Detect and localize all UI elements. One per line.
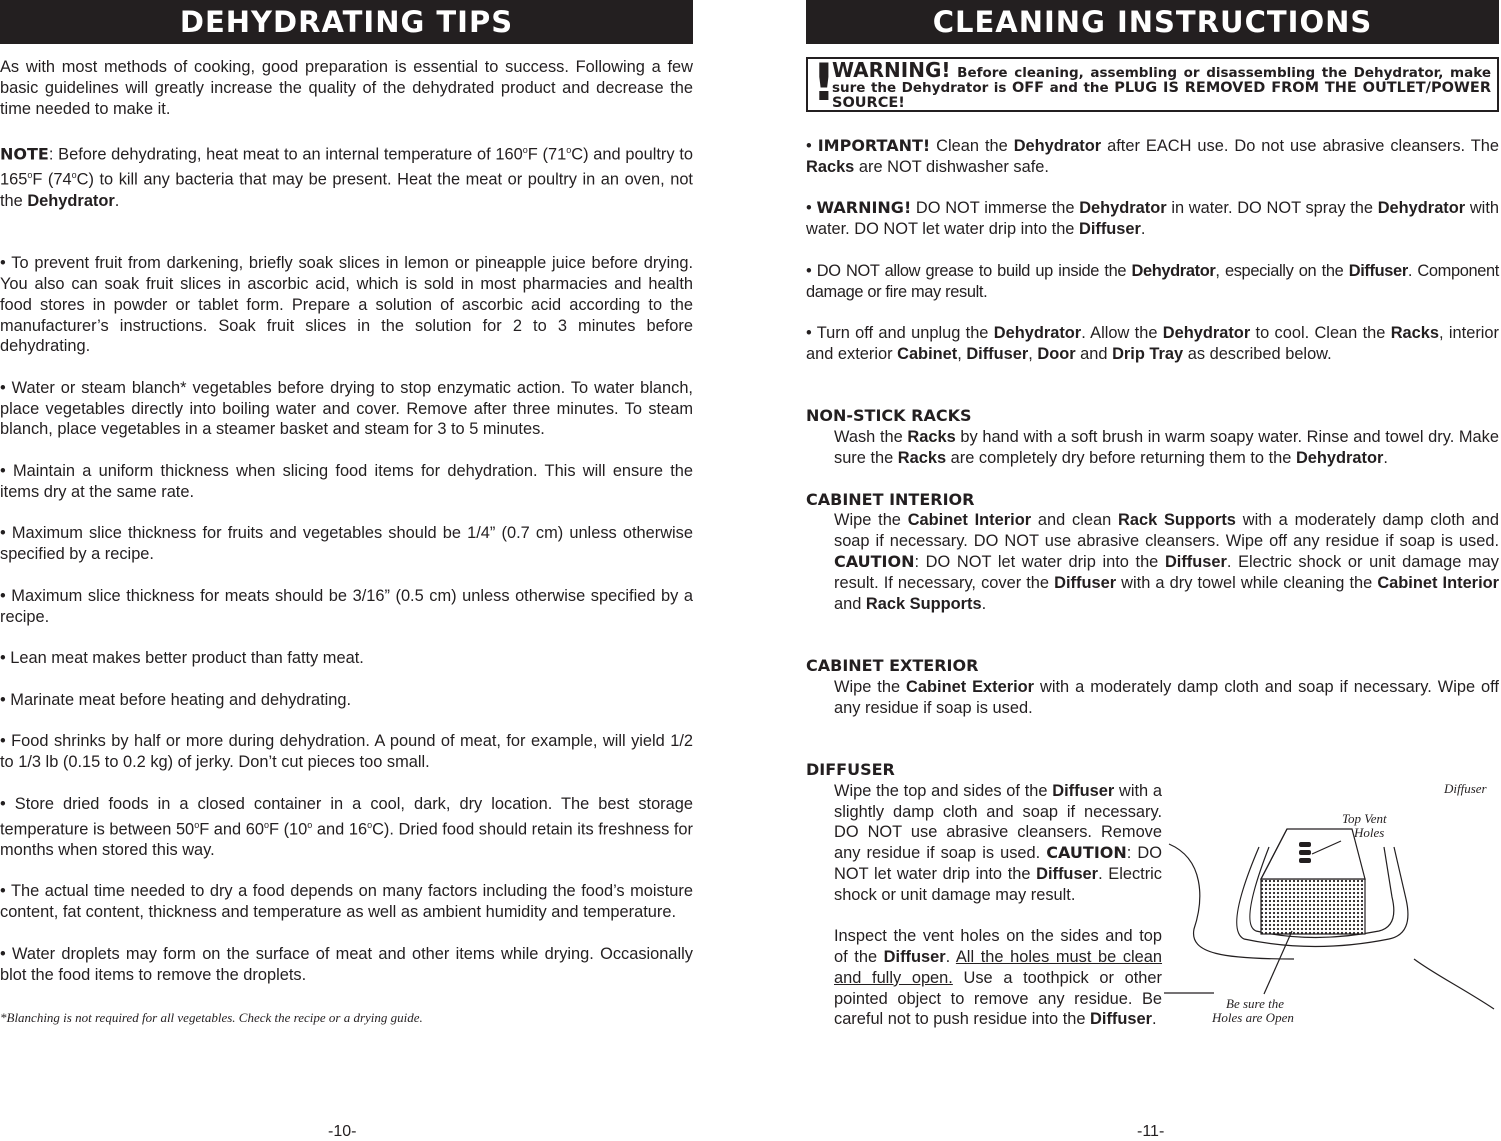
cabinet-exterior-heading: CABINET EXTERIOR: [806, 655, 979, 675]
tip-item: • Water or steam blanch* vegetables before drying to stop enzymatic action. To water blanch, place vegetables directly into boiling water and cover. Remove after three minutes. To steam blanch, place vegetables in a steamer basket and steam for 3 to 5 minutes.: [0, 378, 693, 439]
tip-item: • Lean meat makes better product than fatty meat.: [0, 649, 364, 668]
page-number-left: -10-: [328, 1123, 357, 1140]
page-number-right: -11-: [1137, 1123, 1165, 1140]
diffuser-inspect-text: Inspect the vent holes on the sides and top of the Diffuser. All the holes must be clean and fully open. Use a toothpick or other pointed object to remove any residue. Be careful not to push residue into the Diffuser.: [834, 927, 1163, 1029]
tip-item: • Food shrinks by half or more during dehydration. A pound of meat, for example, will yield 1/2 to 1/3 lb (0.15 to 0.2 kg) of jerky. Don’t cut pieces too small.: [0, 732, 693, 772]
warning-box: [806, 53, 1499, 113]
warning-text: WARNING! Before cleaning, assembling or disassembling the Dehydrator, make sure the Dehydrator is OFF and the PLUG IS REMOVED FROM THE OUTLET/POWER SOURCE!: [832, 58, 1491, 111]
intro-paragraph: As with most methods of cooking, good preparation is essential to success. Following a few basic guidelines will greatly increase the quality of the dehydrated product and decrease the time needed to make it.: [0, 58, 693, 118]
vent-hole: [1299, 858, 1311, 863]
label-holes-open: Holes are Open: [1212, 1009, 1294, 1025]
tip-item: • To prevent fruit from darkening, briefly soak slices in lemon or pineapple juice before drying. You also can soak fruit slices in ascorbic acid, which is sold in most pharmacies and health food stores in powder or tablet form. Prepare a solution of ascorbic acid according to the manufacturer’s instructions. Soak fruit slices in the solution for 2 to 3 minutes before dehydrating.: [0, 254, 693, 356]
cleaning-instructions-title: CLEANING INSTRUCTIONS: [806, 0, 1499, 44]
tip-item: • The actual time needed to dry a food depends on many factors including the food’s moisture content, fat content, thickness and temperature as well as ambient humidity and temperature.: [0, 882, 693, 922]
nonstick-racks-heading: NON-STICK RACKS: [806, 406, 972, 426]
right-page: [806, 0, 1499, 1101]
label-diffuser: Diffuser: [1444, 780, 1487, 796]
cabinet-interior-text: Wipe the Cabinet Interior and clean Rack Supports with a moderately damp cloth and soap if necessary. DO NOT use abrasive cleansers. Wipe off any residue if soap is used. CAUTION: DO NOT let water drip into the Diffuser. Electric shock or unit damage may result. If necessary, cover the Diffuser with a dry towel while cleaning the Cabinet Interior and Rack Supports.: [834, 511, 1500, 613]
tip-item-storage: • Store dried foods in a closed container in a cool, dark, dry location. The best storage temperature is between 50$^o$F and 60$^o$F (10$^o$ and 16$^o$C). Dried food should retain its freshness for months when stored this way.: [0, 794, 694, 859]
label-top-vent-holes: Holes: [1354, 824, 1385, 840]
right-body: [806, 136, 1499, 1101]
label-be-sure: Be sure the: [1226, 995, 1284, 1011]
dehydrating-tips-title: DEHYDRATING TIPS: [0, 0, 693, 44]
diffuser-mesh-sides: [1261, 879, 1365, 934]
note-label: NOTE: [0, 144, 49, 164]
tip-item: • Marinate meat before heating and dehydrating.: [0, 690, 352, 709]
grease-paragraph: • DO NOT allow grease to build up inside the Dehydrator, especially on the Diffuser. Component damage or fire may result.: [806, 261, 1499, 301]
exclamation-icon: !: [812, 53, 836, 113]
warning-paragraph: • WARNING! DO NOT immerse the Dehydrator in water. DO NOT spray the Dehydrator with water. DO NOT let water drip into the Diffuser.: [806, 198, 1499, 239]
diffuser-heading: DIFFUSER: [806, 759, 895, 779]
vent-hole: [1299, 850, 1311, 855]
important-paragraph: • IMPORTANT! Clean the Dehydrator after EACH use. Do not use abrasive cleansers. The Racks are NOT dishwasher safe.: [806, 136, 1499, 176]
label-top-vent: Top Vent: [1342, 810, 1387, 826]
cabinet-interior-heading: CABINET INTERIOR: [806, 489, 975, 509]
turnoff-paragraph: • Turn off and unplug the Dehydrator. Allow the Dehydrator to cool. Clean the Racks, interior and exterior Cabinet, Diffuser, Door and Drip Tray as described below.: [806, 324, 1500, 363]
tip-item: • Maintain a uniform thickness when slicing food items for dehydration. This will ensure the items dry at the same rate.: [0, 462, 693, 501]
nonstick-racks-text: Wash the Racks by hand with a soft brush in warm soapy water. Rinse and towel dry. Make sure the Racks are completely dry before returning them to the Dehydrator.: [834, 428, 1499, 467]
left-page: [0, 0, 693, 1026]
diffuser-illustration: [1164, 779, 1500, 1029]
cabinet-exterior-text: Wipe the Cabinet Exterior with a moderately damp cloth and soap if necessary. Wipe off any residue if soap is used.: [834, 677, 1499, 717]
tip-item: • Maximum slice thickness for meats should be 3/16” (0.5 cm) unless otherwise specified by a recipe.: [0, 586, 693, 626]
tip-item: • Water droplets may form on the surface of meat and other items while drying. Occasionally blot the food items to remove the droplets.: [0, 944, 693, 984]
tip-item: • Maximum slice thickness for fruits and vegetables should be 1/4” (0.7 cm) unless otherwise specified by a recipe.: [0, 524, 693, 564]
left-body: [0, 57, 693, 1026]
diffuser-text: Wipe the top and sides of the Diffuser with a slightly damp cloth and soap if necessary. DO NOT use abrasive cleansers. Remove any residue if soap is used. CAUTION: DO NOT let water drip into the Diffuser. Electric shock or unit damage may result.: [834, 781, 1162, 904]
vent-hole: [1299, 842, 1311, 847]
diffuser-section: [806, 781, 1499, 1101]
note-paragraph: NOTE: Before dehydrating, heat meat to an internal temperature of 160$^o$F (71$^o$C) and poultry to 165$^o$F (74$^o$C) to kill any bacteria that may be present. Heat the meat or poultry in an oven, not the Dehydrator.: [0, 144, 693, 210]
footnote: *Blanching is not required for all vegetables. Check the recipe or a drying guide.: [0, 1010, 423, 1026]
